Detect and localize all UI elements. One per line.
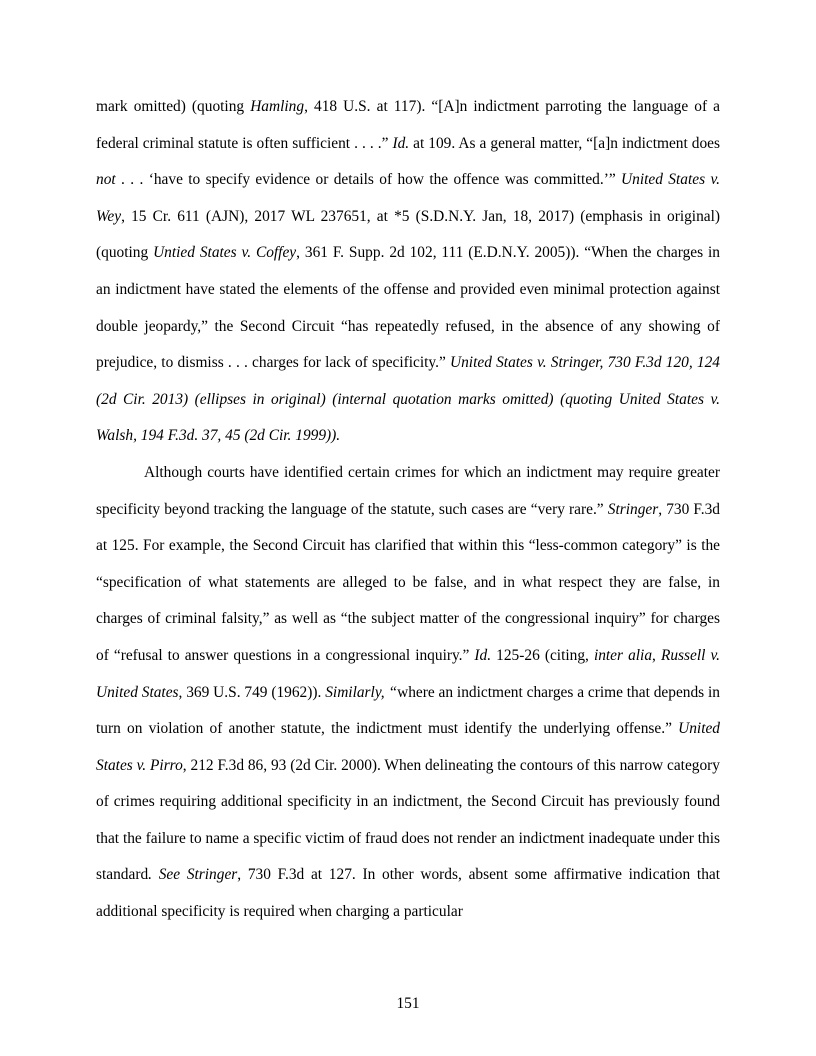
italic-text-segment: Hamling [250, 98, 305, 115]
italic-text-segment: not [96, 171, 116, 189]
text-segment: , 418 U.S. at 117). “[A]n indictment parroting the language of a federal criminal statute is often sufficient . . . .” [96, 98, 721, 152]
text-segment: , 730 F.3d at 127. In other words, absent some affirmative indication that additional specificity is required when charging a particular [96, 866, 721, 921]
text-segment: mark omitted) (quoting [96, 98, 251, 115]
italic-text-segment: Id. [474, 646, 492, 664]
paragraph-2 [96, 455, 720, 931]
text-segment: where an indictment charges a crime that depends in turn on violation of another statute, the indictment must identify the underlying offense.” [96, 683, 720, 738]
text-segment: , 212 F.3d 86, 93 (2d Cir. 2000). When delineating the contours of this narrow category of crimes requiring additional specificity in an indictment, the Second Circuit has previously found that the failure to name a specific victim of fraud does not render an indictment inadequate under this standard [96, 756, 720, 884]
body-text [96, 89, 720, 931]
italic-text-segment: Id. [392, 134, 410, 152]
paragraph-1 [96, 89, 720, 455]
italic-text-segment: United States v. Wey [96, 171, 720, 225]
italic-text-segment: Stringer [607, 500, 659, 518]
italic-text-segment: United States v. Pirro [96, 720, 720, 774]
text-segment: , 730 F.3d at 125. For example, the Second Circuit has clarified that within this “less-common category” is the “specification of what statements are alleged to be false, and in what respect they are false, in charges of criminal falsity,” as well as “the subject matter of the congressional inquiry” for charges of “refusal to answer questions in a congressional inquiry.” [96, 500, 720, 664]
italic-text-segment: Untied States v. Coffey [153, 244, 297, 262]
text-segment [152, 866, 159, 883]
italic-text-segment: Russell v. United States [96, 646, 721, 701]
text-segment: at 109. As a general matter, “[a]n indictment does [409, 134, 720, 152]
italic-text-segment: United States v. Stringer, 730 F.3d 120, 124 (2d Cir. 2013) (ellipses in original) (internal quotation marks omitted) (quoting United States v. Walsh, 194 F.3d. 37, 45 (2d Cir. 1999)). [96, 354, 720, 445]
text-segment: . . . ‘have to specify evidence or details of how the offence was committed.’” [115, 171, 622, 189]
page-number: 151 [396, 995, 420, 1012]
text-segment: , 15 Cr. 611 (AJN), 2017 WL 237651, at *5 (S.D.N.Y. Jan, 18, 2017) (emphasis in original) (quoting [96, 207, 720, 262]
italic-text-segment: . [148, 866, 152, 884]
text-segment: , [652, 646, 661, 664]
italic-text-segment: Similarly, “ [325, 683, 398, 701]
text-segment: 125-26 (citing, [491, 646, 594, 664]
text-segment: , 361 F. Supp. 2d 102, 111 (E.D.N.Y. 2005)). “When the charges in an indictment have stated the elements of the offense and provided even minimal protection against double jeopardy,” the Second Circuit “has repeatedly refused, in the absence of any showing of prejudice, to dismiss . . . charges for lack of specificity.” [96, 244, 720, 372]
italic-text-segment: See Stringer [158, 866, 238, 884]
text-segment: , 369 U.S. 749 (1962)). [178, 683, 326, 701]
italic-text-segment: inter alia [593, 646, 653, 664]
text-segment: Although courts have identified certain crimes for which an indictment may require greater specificity beyond tracking the language of the statute, such cases are “very rare.” [96, 463, 720, 518]
